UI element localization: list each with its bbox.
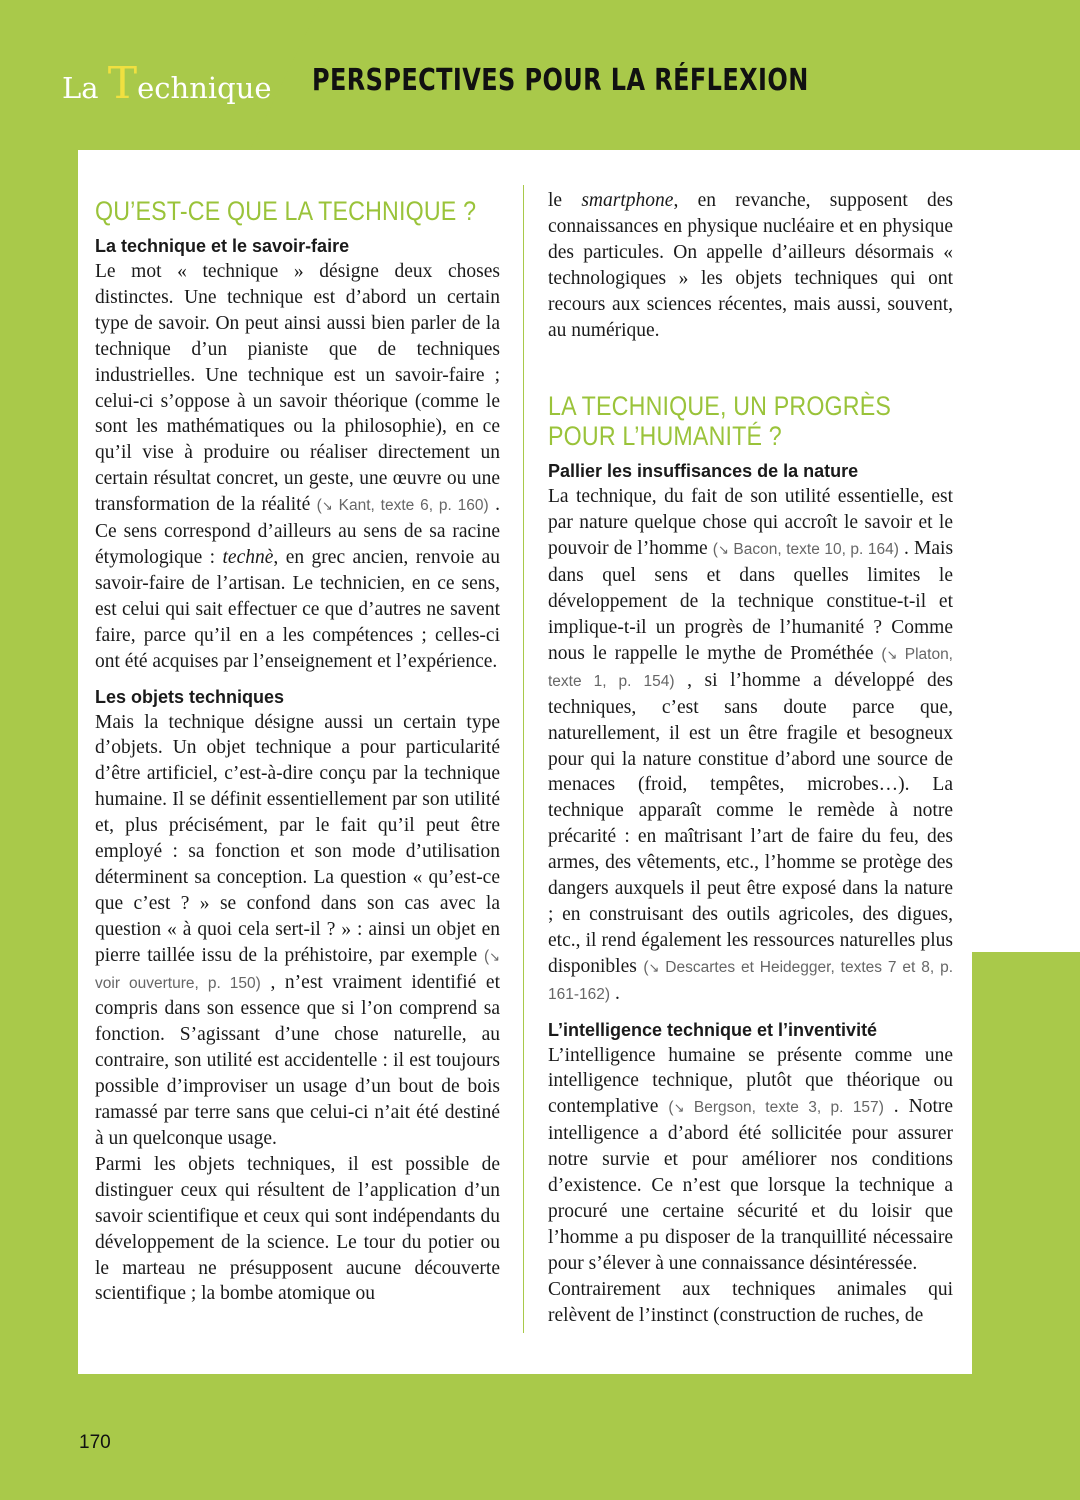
term-smartphone: smartphone [581, 190, 674, 211]
chapter-tab-label [62, 58, 272, 109]
left-column [95, 196, 500, 1307]
paragraph-objets-techniques: Mais la technique désigne aussi un certain type d’objets. Un objet technique a pour particularité d’être artificiel, c’est-à-dire conçu par la technique humaine. Il se définit essentiellement par son utilité et, plus précisément, par le fait qu’il peut être employé : sa fonction et son mode d’utilisation déterminent sa conception. La question « qu’est-ce que c’est ? » se confond dans son cas avec la question « à quoi cela sert-il ? » : ainsi un objet en pierre taillée issu de la préhistoire, par exemple (↘ voir ouverture, p. 150) , n’est vraiment identifié et compris dans son essence que si l’on comprend sa fonction. S’agissant d’une chose naturelle, au contraire, son utilité est accidentelle : il est toujours possible d’improviser un usage d’un bout de bois ramassé par terre sans que celui-ci n’ait été destiné à un quelconque usage. [95, 711, 501, 1149]
subheading-savoir-faire: La technique et le savoir-faire [95, 236, 350, 256]
arrow-icon: ↘ [648, 959, 660, 975]
cross-reference[interactable]: (↘ Descartes et Heidegger, textes 7 et 8, p. 161-162) [548, 958, 953, 1003]
cross-reference[interactable]: (↘ Bacon, texte 10, p. 164) [712, 541, 899, 559]
chapter-initial: T [107, 58, 138, 109]
paragraph-savoir-faire: Le mot « technique » désigne deux choses distinctes. Une technique est d’abord un certain type de savoir. On peut ainsi aussi bien parler de la technique d’un pianiste que de techniques industrielles. Une technique est un savoir-faire ; celui-ci s’oppose à un savoir théorique (comme le sont les mathématiques ou la philosophie), en ce qu’il vise à produire ou réaliser directement un certain résultat concret, un geste, une œuvre ou une transformation de la réalité (↘ Kant, texte 6, p. 160) . Ce sens correspond d’ailleurs au sens de sa racine étymologique : technè, en grec ancien, renvoie au savoir-faire de l’artisan. Le technicien, en ce sens, est celui qui sait effectuer ce que d’autres ne savent faire, parce qu’il en a les compétences ; celles-ci ont été acquises par l’enseignement et l’expérience. [95, 261, 501, 672]
paragraph-intelligence: L’intelligence humaine se présente comme une intelligence technique, plutôt que théorique ou contemplative (↘ Bergson, texte 3, p. 157) . Notre intelligence a d’abord été sollicitée pour assurer notre survie et pour améliorer nos conditions d’existence. Ce n’est que lorsque la technique a procuré une certaine sécurité et du loisir que l’homme a pu disposer de la tranquillité nécessaire pour s’élever à une connaissance désintéressée. [548, 1044, 954, 1274]
content-panel-extension [972, 150, 1080, 952]
cross-reference[interactable]: (↘ Kant, texte 6, p. 160) [316, 497, 489, 515]
paragraph-objets-scientifiques: Parmi les objets techniques, il est possible de distinguer ceux qui résultent de l’application d’un savoir scientifique et ceux qui sont indépendants du développement de la science. Le tour du potier ou le marteau ne présupposent aucune découverte scientifique ; la bombe atomique ou [95, 1153, 500, 1305]
arrow-icon: ↘ [673, 1100, 685, 1116]
right-column [548, 188, 953, 1329]
paragraph-instinct: Contrairement aux techniques animales qui relèvent de l’instinct (construction de ruches, de [548, 1278, 953, 1326]
subheading-pallier: Pallier les insuffisances de la nature [548, 461, 859, 482]
paragraph-pallier: La technique, du fait de son utilité essentielle, est par nature quelque chose qui accroît le savoir et le pouvoir de l’homme (↘ Bacon, texte 10, p. 164) . Mais dans quel sens et dans quelles limites le développement de la technique constitue-t-il et implique-t-il un progrès de l’humanité ? Comme nous le rappelle le mythe de Prométhée (↘ Platon, texte 1, p. 154) , si l’homme a développé des techniques, c’est sans doute parce que, naturellement, il est un être fragile et besogneux pour qui la nature constitue d’abord une source de menaces (froid, tempêtes, microbes…). La technique apparaît comme le remède à notre précarité : en maîtrisant l’art de faire du feu, des armes, des vêtements, etc., l’homme se protège des dangers auxquels il peut être exposé dans la nature ; en construisant des outils agricoles, des digues, etc., il rend également les ressources naturelles plus disponibles (↘ Descartes et Heidegger, textes 7 et 8, p. 161-162) . [548, 486, 954, 1004]
cross-reference[interactable]: (↘ Platon, texte 1, p. 154) [548, 645, 953, 690]
cross-reference[interactable]: (↘ voir ouverture, p. 150) [95, 947, 501, 992]
heading-what-is-technique: QU’EST-CE QUE LA TECHNIQUE ? [95, 196, 477, 226]
arrow-icon: ↘ [321, 498, 333, 514]
section-title: PERSPECTIVES POUR LA RÉFLEXION [312, 63, 809, 98]
chapter-prefix: La [62, 71, 108, 105]
cross-reference[interactable]: (↘ Bergson, texte 3, p. 157) [668, 1099, 884, 1117]
heading-progress-humanity: LA TECHNIQUE, UN PROGRÈS POUR L’HUMANITÉ ? [548, 391, 892, 452]
subheading-intelligence: L’intelligence technique et l’inventivité [548, 1019, 878, 1040]
column-divider [523, 185, 524, 1333]
term-techne: technè [222, 546, 274, 568]
arrow-icon: ↘ [886, 646, 898, 662]
paragraph-continuation: le smartphone, en revanche, supposent des connaissances en physique nucléaire et en physique des particules. On appelle d’ailleurs désormais « technologiques » les objets techniques qui ont recours aux sciences récentes, mais aussi, souvent, au numérique. [548, 190, 953, 341]
arrow-icon: ↘ [489, 948, 501, 964]
page-number: 170 [79, 1432, 111, 1453]
chapter-rest: echnique [137, 71, 272, 105]
arrow-icon: ↘ [717, 542, 729, 558]
subheading-objets-techniques: Les objets techniques [95, 686, 285, 707]
